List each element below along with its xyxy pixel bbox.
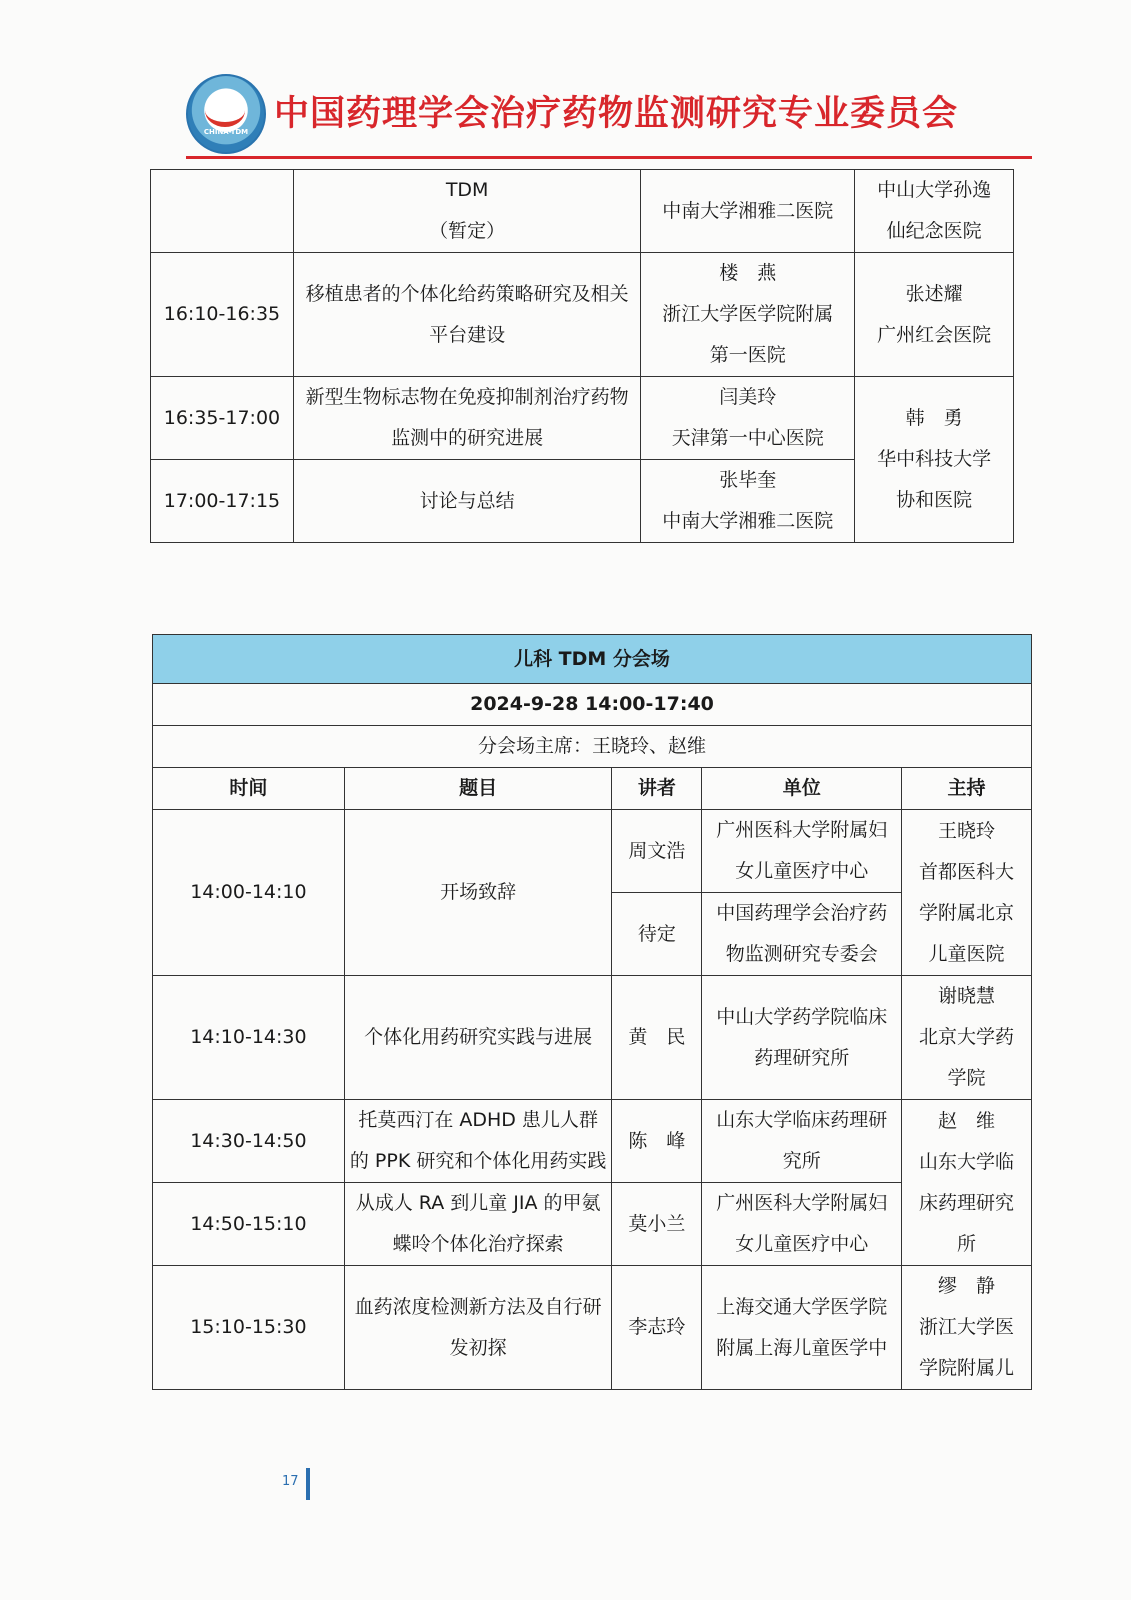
society-logo bbox=[186, 74, 266, 154]
speaker-cell: 周文浩 bbox=[612, 810, 702, 893]
table-row bbox=[151, 170, 1014, 253]
speaker-cell: 莫小兰 bbox=[612, 1183, 702, 1266]
host-cell: 谢晓慧 北京大学药 学院 bbox=[902, 976, 1032, 1100]
speaker-cell: 李志玲 bbox=[612, 1266, 702, 1390]
topic-cell: 托莫西汀在 ADHD 患儿人群 的 PPK 研究和个体化用药实践 bbox=[344, 1100, 612, 1183]
topic-cell: 讨论与总结 bbox=[293, 460, 641, 543]
time-cell: 16:35-17:00 bbox=[151, 377, 294, 460]
header-time: 时间 bbox=[153, 768, 345, 810]
table-row bbox=[153, 1100, 1032, 1183]
topic-cell: 从成人 RA 到儿童 JIA 的甲氨 蝶呤个体化治疗探索 bbox=[344, 1183, 612, 1266]
time-cell bbox=[151, 170, 294, 253]
table-row bbox=[153, 1183, 1032, 1266]
table-row bbox=[153, 976, 1032, 1100]
time-cell: 16:10-16:35 bbox=[151, 253, 294, 377]
time-cell: 14:00-14:10 bbox=[153, 810, 345, 976]
unit-cell: 广州医科大学附属妇 女儿童医疗中心 bbox=[702, 1183, 902, 1266]
time-cell: 14:30-14:50 bbox=[153, 1100, 345, 1183]
page-number-bar bbox=[306, 1468, 310, 1500]
session-chairs-row bbox=[153, 726, 1032, 768]
session-datetime-row bbox=[153, 684, 1032, 726]
header-divider bbox=[186, 156, 1032, 159]
table-row bbox=[151, 253, 1014, 377]
speaker-cell: 陈 峰 bbox=[612, 1100, 702, 1183]
pediatric-session-table bbox=[152, 634, 1032, 1390]
page-header bbox=[186, 70, 1032, 165]
unit-cell: 中国药理学会治疗药 物监测研究专委会 bbox=[702, 893, 902, 976]
unit-cell: 山东大学临床药理研 究所 bbox=[702, 1100, 902, 1183]
host-cell: 张述耀 广州红会医院 bbox=[855, 253, 1014, 377]
table-header-row bbox=[153, 768, 1032, 810]
table-row bbox=[153, 810, 1032, 893]
speaker-cell: 楼 燕 浙江大学医学院附属 第一医院 bbox=[641, 253, 855, 377]
session-chairs: 分会场主席：王晓玲、赵维 bbox=[153, 726, 1032, 768]
host-cell: 王晓玲 首都医科大 学附属北京 儿童医院 bbox=[902, 810, 1032, 976]
session-datetime: 2024-9-28 14:00-17:40 bbox=[153, 684, 1032, 726]
topic-cell: 个体化用药研究实践与进展 bbox=[344, 976, 612, 1100]
host-cell: 缪 静 浙江大学医 学院附属儿 bbox=[902, 1266, 1032, 1390]
header-host: 主持 bbox=[902, 768, 1032, 810]
speaker-cell: 黄 民 bbox=[612, 976, 702, 1100]
header-unit: 单位 bbox=[702, 768, 902, 810]
speaker-cell: 张毕奎 中南大学湘雅二医院 bbox=[641, 460, 855, 543]
session-title-row bbox=[153, 635, 1032, 684]
time-cell: 17:00-17:15 bbox=[151, 460, 294, 543]
topic-cell: 新型生物标志物在免疫抑制剂治疗药物 监测中的研究进展 bbox=[293, 377, 641, 460]
table-row bbox=[151, 377, 1014, 460]
header-topic: 题目 bbox=[344, 768, 612, 810]
host-cell: 中山大学孙逸 仙纪念医院 bbox=[855, 170, 1014, 253]
org-title: 中国药理学会治疗药物监测研究专业委员会 bbox=[274, 94, 959, 134]
host-cell: 赵 维 山东大学临 床药理研究 所 bbox=[902, 1100, 1032, 1266]
unit-cell: 上海交通大学医学院 附属上海儿童医学中 bbox=[702, 1266, 902, 1390]
logo-text: CHINA-TDM bbox=[203, 128, 249, 136]
topic-cell: 血药浓度检测新方法及自行研 发初探 bbox=[344, 1266, 612, 1390]
time-cell: 14:50-15:10 bbox=[153, 1183, 345, 1266]
speaker-cell: 中南大学湘雅二医院 bbox=[641, 170, 855, 253]
speaker-cell: 待定 bbox=[612, 893, 702, 976]
unit-cell: 中山大学药学院临床 药理研究所 bbox=[702, 976, 902, 1100]
topic-cell: TDM （暂定） bbox=[293, 170, 641, 253]
time-cell: 15:10-15:30 bbox=[153, 1266, 345, 1390]
program-table-continued bbox=[150, 169, 1014, 543]
topic-cell: 开场致辞 bbox=[344, 810, 612, 976]
session-title: 儿科 TDM 分会场 bbox=[153, 635, 1032, 684]
logo-mark-icon bbox=[205, 94, 245, 127]
time-cell: 14:10-14:30 bbox=[153, 976, 345, 1100]
host-cell: 韩 勇 华中科技大学 协和医院 bbox=[855, 377, 1014, 543]
table-row bbox=[153, 1266, 1032, 1390]
unit-cell: 广州医科大学附属妇 女儿童医疗中心 bbox=[702, 810, 902, 893]
speaker-cell: 闫美玲 天津第一中心医院 bbox=[641, 377, 855, 460]
page-number: 17 bbox=[282, 1474, 299, 1489]
topic-cell: 移植患者的个体化给药策略研究及相关 平台建设 bbox=[293, 253, 641, 377]
header-speaker: 讲者 bbox=[612, 768, 702, 810]
